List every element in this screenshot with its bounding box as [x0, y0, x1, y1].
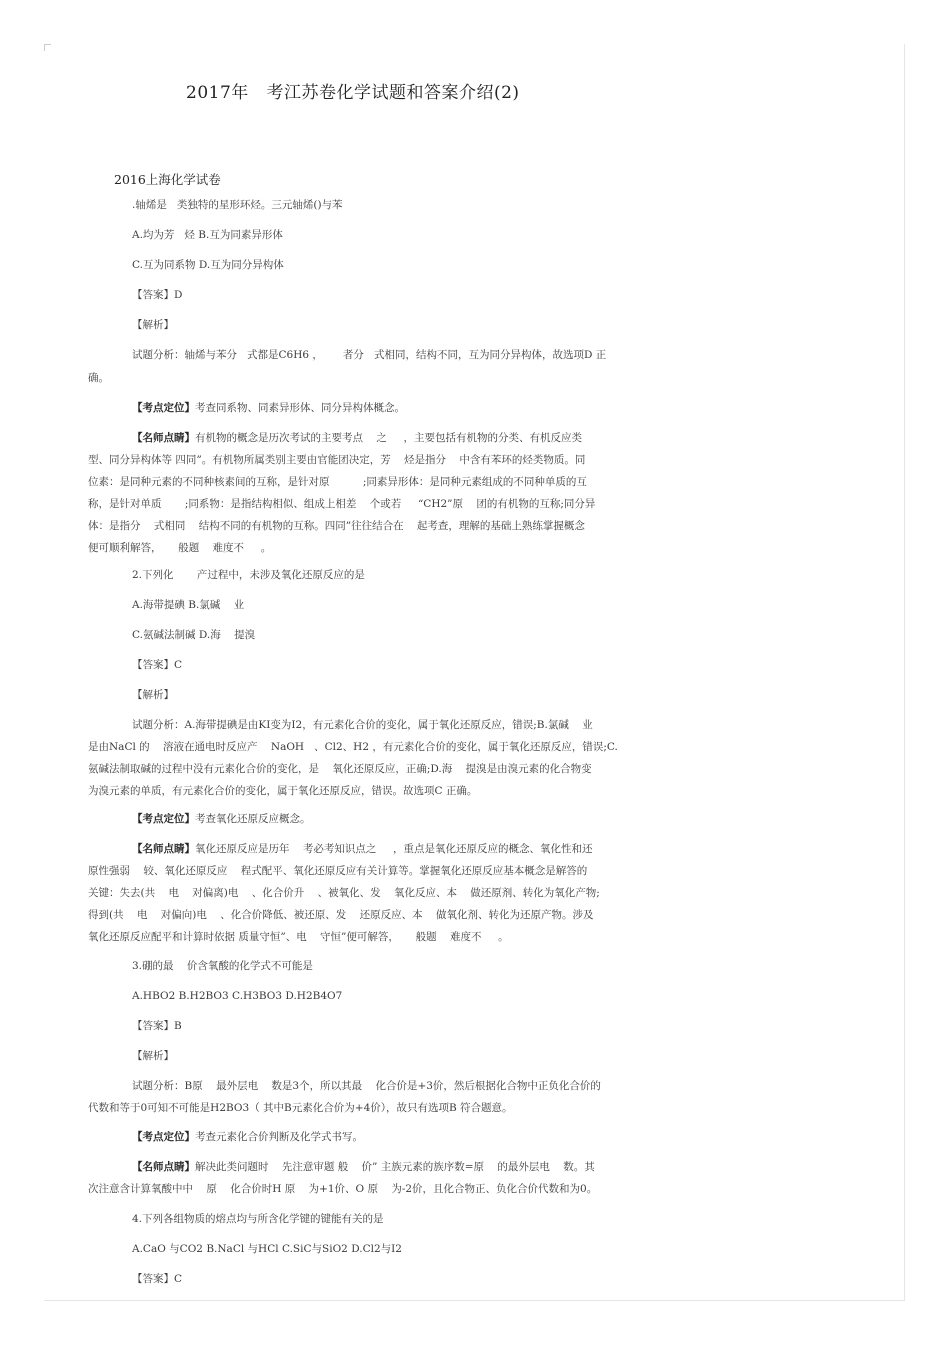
text-line	[132, 433, 582, 444]
text-line	[132, 230, 283, 241]
line-text: 【答案】C	[132, 1273, 183, 1285]
line-text: 【答案】C	[132, 659, 183, 671]
text-line	[132, 200, 343, 211]
text-line	[132, 690, 174, 701]
text-line	[88, 866, 587, 877]
line-label: 【名师点睛】	[132, 432, 195, 444]
line-text: A.CaO 与CO2 B.NaCl 与HCl C.SiC与SiO2 D.Cl2与I2	[132, 1243, 402, 1255]
line-text: 体：是指分 式相同 结构不同的有机物的互称。四同”往往结合在 起考查，理解的基础上熟练掌握概念	[88, 520, 585, 532]
text-line	[132, 320, 174, 331]
line-text: .轴烯是 类独特的星形环烃。三元轴烯()与苯	[132, 199, 343, 211]
text-line	[132, 350, 606, 361]
text-line	[132, 1021, 182, 1032]
line-text: 4.下列各组物质的熔点均与所含化学键的键能有关的是	[132, 1213, 384, 1225]
text-line	[88, 786, 477, 797]
text-line	[132, 844, 593, 855]
document-title: 2017年 考江苏卷化学试题和答案介绍(2)	[186, 83, 520, 103]
text-line	[132, 290, 182, 301]
text-line	[132, 660, 182, 671]
line-label: 【名师点睛】	[132, 1161, 195, 1173]
line-text: 代数和等于0可知不可能是H2BO3（ 其中B元素化合价为+4价），故只有选项B 符合题意。	[88, 1102, 513, 1114]
text-line	[132, 1214, 384, 1225]
text-line	[88, 1103, 513, 1114]
line-text: C.氨碱法制碱 D.海 提溴	[132, 629, 256, 641]
line-text: 氧化还原反应配平和计算时依据 质量守恒”、电 守恒”便可解答， 般题 难度不 。	[88, 931, 509, 943]
text-line	[88, 521, 585, 532]
line-text: 解决此类问题时 先注意审题 般 价” 主族元素的族序数=原 的最外层电 数。其	[195, 1161, 595, 1173]
text-line	[132, 814, 311, 825]
text-line	[88, 1184, 597, 1195]
line-text: 得到(共 电 对偏向)电 、化合价降低、被还原、发 还原反应、本 做氧化剂、转化为还原产物。涉及	[88, 909, 594, 921]
document-subtitle: 2016上海化学试卷	[114, 172, 221, 187]
text-line	[132, 403, 405, 414]
text-line	[132, 961, 313, 972]
line-text: 考查元素化合价判断及化学式书写。	[195, 1131, 363, 1143]
line-text: 试题分析：A.海带提碘是由KI变为I2，有元素化合价的变化，属于氧化还原反应，错误;B.氯碱 业	[132, 719, 593, 731]
line-text: 关键：失去(共 电 对偏离)电 、化合价升 、被氧化、发 氧化反应、本 做还原剂、转化为氧化产物;	[88, 887, 600, 899]
line-text: 为溴元素的单质，有元素化合价的变化，属于氧化还原反应，错误。故选项C 正确。	[88, 785, 478, 797]
line-text: A.海带提碘 B.氯碱 业	[132, 599, 245, 611]
line-label: 【考点定位】	[132, 813, 195, 825]
line-text: 【解析】	[132, 689, 174, 701]
line-text: 2.下列化 产过程中，未涉及氧化还原反应的是	[132, 569, 365, 581]
text-line	[132, 630, 255, 641]
line-text: 便可顺利解答， 般题 难度不 。	[88, 542, 272, 554]
text-line	[132, 1162, 595, 1173]
line-text: 是由NaCl 的 溶液在通电时反应产 NaOH 、Cl2、H2 ，有元素化合价的变化，属于氧化还原反应，错误;C.	[88, 741, 618, 753]
line-text: 确。	[88, 372, 109, 384]
line-text: 考查氧化还原反应概念。	[195, 813, 311, 825]
line-text: 称，是针对单质 ;同系物：是指结构相似、组成上相差 个或若 “CH2”原 团的有机物的互称;同分异	[88, 498, 596, 510]
text-line	[132, 1274, 182, 1285]
line-text: 位素：是同种元素的不同种核素间的互称，是针对原 ;同素异形体：是同种元素组成的不同种单质的互	[88, 476, 587, 488]
text-line	[88, 742, 618, 753]
line-text: 型、同分异构体等 四同”。有机物所属类别主要由官能团决定，芳 烃是指分 中含有苯环的烃类物质。同	[88, 454, 586, 466]
text-line	[88, 477, 587, 488]
line-text: 有机物的概念是历次考试的主要考点 之 ，主要包括有机物的分类、有机反应类	[195, 432, 583, 444]
text-line	[88, 910, 593, 921]
text-line	[132, 570, 365, 581]
text-line	[88, 888, 600, 899]
line-label: 【考点定位】	[132, 1131, 195, 1143]
line-text: A.HBO2 B.H2BO3 C.H3BO3 D.H2B4O7	[132, 990, 343, 1002]
text-line	[88, 764, 592, 775]
text-line	[132, 720, 593, 731]
text-line	[88, 373, 109, 384]
line-text: 【答案】B	[132, 1020, 182, 1032]
line-text: C.互为同系物 D.互为同分异构体	[132, 259, 284, 271]
line-text: 【答案】D	[132, 289, 183, 301]
text-line	[132, 991, 342, 1002]
text-line	[132, 1081, 601, 1092]
line-text: 原性强弱 较、氧化还原反应 程式配平、氧化还原反应有关计算等。掌握氧化还原反应基本概念是解答的	[88, 865, 588, 877]
line-text: 考查同系物、同素异形体、同分异构体概念。	[195, 402, 405, 414]
text-line	[88, 455, 585, 466]
line-text: 次注意含计算氧酸中中 原 化合价时H 原 为+1价、O 原 为-2价，且化合物正、负化合价代数和为0。	[88, 1183, 598, 1195]
line-text: 试题分析：轴烯与苯分 式都是C6H6 ， 者分 式相同，结构不同，互为同分异构体，故选项D 正	[132, 349, 607, 361]
line-text: A.均为芳 烃 B.互为同素异形体	[132, 229, 283, 241]
line-text: 氧化还原反应是历年 考必考知识点之 ，重点是氧化还原反应的概念、氧化性和还	[195, 843, 593, 855]
text-line	[132, 1132, 363, 1143]
line-text: 3.硼的最 价含氧酸的化学式不可能是	[132, 960, 313, 972]
line-label: 【名师点睛】	[132, 843, 195, 855]
text-line	[88, 932, 509, 943]
text-line	[132, 1244, 402, 1255]
text-line	[132, 600, 244, 611]
line-text: 氨碱法制取碱的过程中没有元素化合价的变化，是 氧化还原反应，正确;D.海 提溴是由溴元素的化合物变	[88, 763, 592, 775]
line-text: 【解析】	[132, 1050, 174, 1062]
corner-crop-mark	[44, 44, 51, 51]
text-line	[88, 499, 595, 510]
text-line	[132, 1051, 174, 1062]
text-line	[88, 543, 271, 554]
line-text: 【解析】	[132, 319, 174, 331]
line-label: 【考点定位】	[132, 402, 195, 414]
line-text: 试题分析：B原 最外层电 数是3个，所以其最 化合价是+3价，然后根据化合物中正负化合价的	[132, 1080, 601, 1092]
text-line	[132, 260, 284, 271]
